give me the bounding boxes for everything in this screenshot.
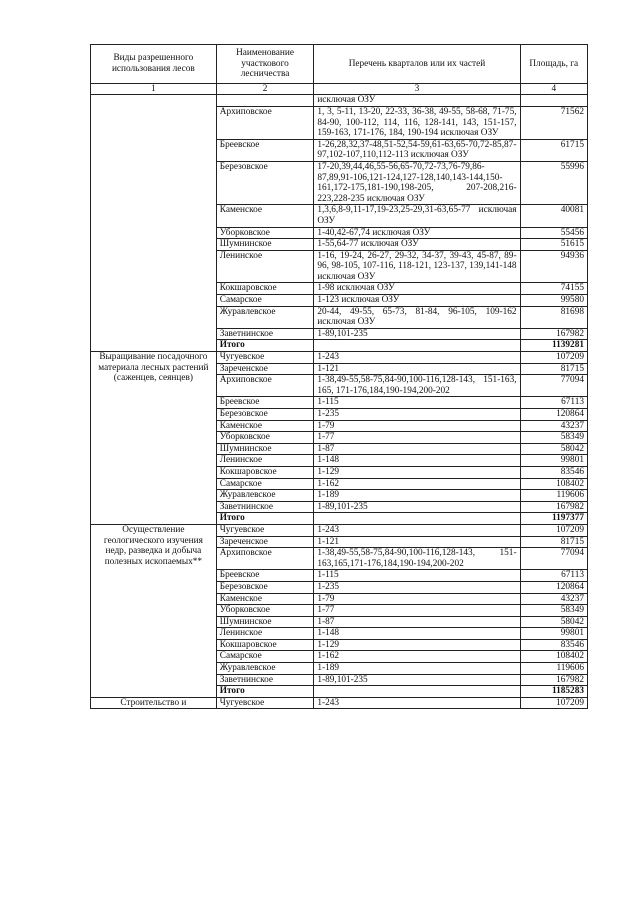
forestry-name-cell: Березовское — [216, 581, 314, 593]
quarters-list-cell: 1-121 — [314, 536, 520, 548]
forestry-name-cell: Кокшаровское — [216, 283, 314, 295]
use-type-cell: Строительство и — [91, 697, 217, 709]
quarters-list-cell: 1-243 — [314, 352, 520, 364]
quarters-list-cell: 1-89,101-235 — [314, 501, 520, 513]
quarters-list-cell: 1-40,42-67,74 исключая ОЗУ — [314, 227, 520, 239]
quarters-list-cell: 1-87 — [314, 443, 520, 455]
area-cell: 61715 — [520, 139, 587, 161]
area-cell: 58349 — [520, 432, 587, 444]
forestry-name-cell: Шумнинское — [216, 239, 314, 251]
header-area: Площадь, га — [520, 45, 587, 84]
forestry-name-cell: Шумнинское — [216, 443, 314, 455]
forestry-name-cell: Бреевское — [216, 397, 314, 409]
area-cell: 55456 — [520, 227, 587, 239]
area-cell — [520, 95, 587, 107]
forestry-name-cell: Шумнинское — [216, 616, 314, 628]
quarters-list-cell: исключая ОЗУ — [314, 95, 520, 107]
quarters-list-cell: 1-38,49-55,58-75,84-90,100-116,128-143, 151-163, 165, 171-176,184,190-194,200-202 — [314, 375, 520, 397]
area-cell: 99801 — [520, 455, 587, 467]
quarters-list-cell: 1-148 — [314, 455, 520, 467]
forestry-name-cell: Уборковское — [216, 605, 314, 617]
area-cell: 107209 — [520, 697, 587, 709]
column-number: 1 — [91, 83, 217, 95]
forestry-name-cell — [216, 95, 314, 107]
total-area: 1185283 — [520, 686, 587, 698]
column-number: 4 — [520, 83, 587, 95]
quarters-list-cell: 17-20,39,44,46,55-56,65-70,72-73,76-79,86-87,89,91-106,121-124,127-128,140,143-144,150-161,172-175,181-190,198-205, 207-208,216-223,228-235 исключая ОЗУ — [314, 161, 520, 204]
table-row — [91, 524, 588, 536]
area-cell: 120864 — [520, 581, 587, 593]
total-label: Итого — [216, 686, 314, 698]
area-cell: 58042 — [520, 616, 587, 628]
forestry-name-cell: Зареченское — [216, 536, 314, 548]
header-use-type: Виды разрешенного использования лесов — [91, 45, 217, 84]
forestry-name-cell: Журавлевское — [216, 490, 314, 502]
area-cell: 58042 — [520, 443, 587, 455]
total-label: Итого — [216, 340, 314, 352]
quarters-list-cell: 1-148 — [314, 628, 520, 640]
forestry-name-cell: Кокшаровское — [216, 639, 314, 651]
forestry-name-cell: Каменское — [216, 205, 314, 227]
quarters-list-cell: 1-89,101-235 — [314, 328, 520, 340]
column-number: 3 — [314, 83, 520, 95]
area-cell: 83546 — [520, 639, 587, 651]
total-label: Итого — [216, 513, 314, 525]
area-cell: 83546 — [520, 466, 587, 478]
area-cell: 77094 — [520, 548, 587, 570]
quarters-list-cell: 1-16, 19-24, 26-27, 29-32, 34-37, 39-43, 45-87, 89-96, 98-105, 107-116, 118-121, 123-137, 139,141-148 исключая ОЗУ — [314, 250, 520, 283]
quarters-list-cell: 1-123 исключая ОЗУ — [314, 295, 520, 307]
forestry-name-cell: Березовское — [216, 409, 314, 421]
column-number: 2 — [216, 83, 314, 95]
area-cell: 81698 — [520, 306, 587, 328]
area-cell: 99801 — [520, 628, 587, 640]
forestry-name-cell: Кокшаровское — [216, 466, 314, 478]
table-body — [91, 95, 588, 709]
forestry-name-cell: Самарское — [216, 295, 314, 307]
forestry-name-cell: Ленинское — [216, 628, 314, 640]
quarters-list-cell: 1-129 — [314, 639, 520, 651]
area-cell: 99580 — [520, 295, 587, 307]
quarters-list-cell: 1-77 — [314, 605, 520, 617]
area-cell: 58349 — [520, 605, 587, 617]
quarters-list-cell: 1-189 — [314, 490, 520, 502]
total-area: 1197377 — [520, 513, 587, 525]
forestry-name-cell: Журавлевское — [216, 663, 314, 675]
quarters-list-cell: 1-79 — [314, 593, 520, 605]
quarters-list-cell: 1-115 — [314, 570, 520, 582]
forestry-name-cell: Чугуевское — [216, 352, 314, 364]
quarters-list-cell: 1-162 — [314, 651, 520, 663]
forestry-name-cell: Бреевское — [216, 139, 314, 161]
quarters-list-cell: 1-87 — [314, 616, 520, 628]
area-cell: 77094 — [520, 375, 587, 397]
area-cell: 94936 — [520, 250, 587, 283]
area-cell: 167982 — [520, 328, 587, 340]
use-type-cell: Осуществление геологического изучения недр, разведка и добыча полезных ископаемых** — [91, 524, 217, 697]
document-page — [90, 44, 588, 709]
forestry-name-cell: Ленинское — [216, 250, 314, 283]
forestry-name-cell: Зареченское — [216, 363, 314, 375]
quarters-list-cell: 1-38,49-55,58-75,84-90,100-116,128-143, 151-163,165,171-176,184,190-194,200-202 — [314, 548, 520, 570]
area-cell: 120864 — [520, 409, 587, 421]
area-cell: 81715 — [520, 536, 587, 548]
forestry-name-cell: Чугуевское — [216, 697, 314, 709]
area-cell: 40081 — [520, 205, 587, 227]
area-cell: 43237 — [520, 420, 587, 432]
quarters-list-cell: 1-115 — [314, 397, 520, 409]
quarters-list-cell: 1-162 — [314, 478, 520, 490]
quarters-list-cell: 1,3,6,8-9,11-17,19-23,25-29,31-63,65-77 исключая ОЗУ — [314, 205, 520, 227]
forestry-name-cell: Заветнинское — [216, 501, 314, 513]
column-numbers-row — [91, 83, 588, 95]
area-cell: 51615 — [520, 239, 587, 251]
table-row — [91, 352, 588, 364]
forestry-name-cell: Бреевское — [216, 570, 314, 582]
forestry-name-cell: Каменское — [216, 420, 314, 432]
forest-use-table — [90, 44, 588, 709]
quarters-list-cell: 1-189 — [314, 663, 520, 675]
table-row — [91, 697, 588, 709]
forestry-name-cell: Ленинское — [216, 455, 314, 467]
area-cell: 107209 — [520, 352, 587, 364]
area-cell: 119606 — [520, 490, 587, 502]
area-cell: 67113 — [520, 397, 587, 409]
quarters-list-cell: 1-243 — [314, 524, 520, 536]
forestry-name-cell: Архиповское — [216, 106, 314, 139]
forestry-name-cell: Березовское — [216, 161, 314, 204]
quarters-list-cell: 1-77 — [314, 432, 520, 444]
forestry-name-cell: Уборковское — [216, 227, 314, 239]
forestry-name-cell: Уборковское — [216, 432, 314, 444]
area-cell: 108402 — [520, 651, 587, 663]
forestry-name-cell: Самарское — [216, 478, 314, 490]
total-area: 1139281 — [520, 340, 587, 352]
area-cell: 43237 — [520, 593, 587, 605]
quarters-list-cell: 1-98 исключая ОЗУ — [314, 283, 520, 295]
area-cell: 167982 — [520, 501, 587, 513]
area-cell: 107209 — [520, 524, 587, 536]
area-cell: 81715 — [520, 363, 587, 375]
forestry-name-cell: Архиповское — [216, 375, 314, 397]
quarters-list-cell: 20-44, 49-55, 65-73, 81-84, 96-105, 109-162 исключая ОЗУ — [314, 306, 520, 328]
quarters-list-cell: 1-26,28,32,37-48,51-52,54-59,61-63,65-70,72-85,87-97,102-107,110,112-113 исключая ОЗУ — [314, 139, 520, 161]
header-quarters-list: Перечень кварталов или их частей — [314, 45, 520, 84]
header-forestry-name: Наименование участкового лесничества — [216, 45, 314, 84]
use-type-cell: Выращивание посадочного материала лесных растений (саженцев, сеянцев) — [91, 352, 217, 525]
forestry-name-cell: Каменское — [216, 593, 314, 605]
area-cell: 55996 — [520, 161, 587, 204]
forestry-name-cell: Чугуевское — [216, 524, 314, 536]
area-cell: 74155 — [520, 283, 587, 295]
quarters-list-cell — [314, 686, 520, 698]
forestry-name-cell: Заветнинское — [216, 328, 314, 340]
forestry-name-cell: Архиповское — [216, 548, 314, 570]
table-row — [91, 95, 588, 107]
area-cell: 71562 — [520, 106, 587, 139]
forestry-name-cell: Заветнинское — [216, 674, 314, 686]
table-header-row — [91, 45, 588, 84]
quarters-list-cell: 1-235 — [314, 581, 520, 593]
area-cell: 119606 — [520, 663, 587, 675]
quarters-list-cell: 1-129 — [314, 466, 520, 478]
quarters-list-cell — [314, 340, 520, 352]
use-type-cell — [91, 95, 217, 352]
area-cell: 67113 — [520, 570, 587, 582]
quarters-list-cell: 1-55,64-77 исключая ОЗУ — [314, 239, 520, 251]
forestry-name-cell: Журавлевское — [216, 306, 314, 328]
quarters-list-cell: 1-89,101-235 — [314, 674, 520, 686]
quarters-list-cell — [314, 513, 520, 525]
quarters-list-cell: 1-79 — [314, 420, 520, 432]
quarters-list-cell: 1, 3, 5-11, 13-20, 22-33, 36-38, 49-55, 58-68, 71-75, 84-90, 100-112, 114, 116, 128-141, 143, 151-157, 159-163, 171-176, 184, 190-194 исключая ОЗУ — [314, 106, 520, 139]
area-cell: 167982 — [520, 674, 587, 686]
forestry-name-cell: Самарское — [216, 651, 314, 663]
quarters-list-cell: 1-121 — [314, 363, 520, 375]
area-cell: 108402 — [520, 478, 587, 490]
quarters-list-cell: 1-235 — [314, 409, 520, 421]
quarters-list-cell: 1-243 — [314, 697, 520, 709]
